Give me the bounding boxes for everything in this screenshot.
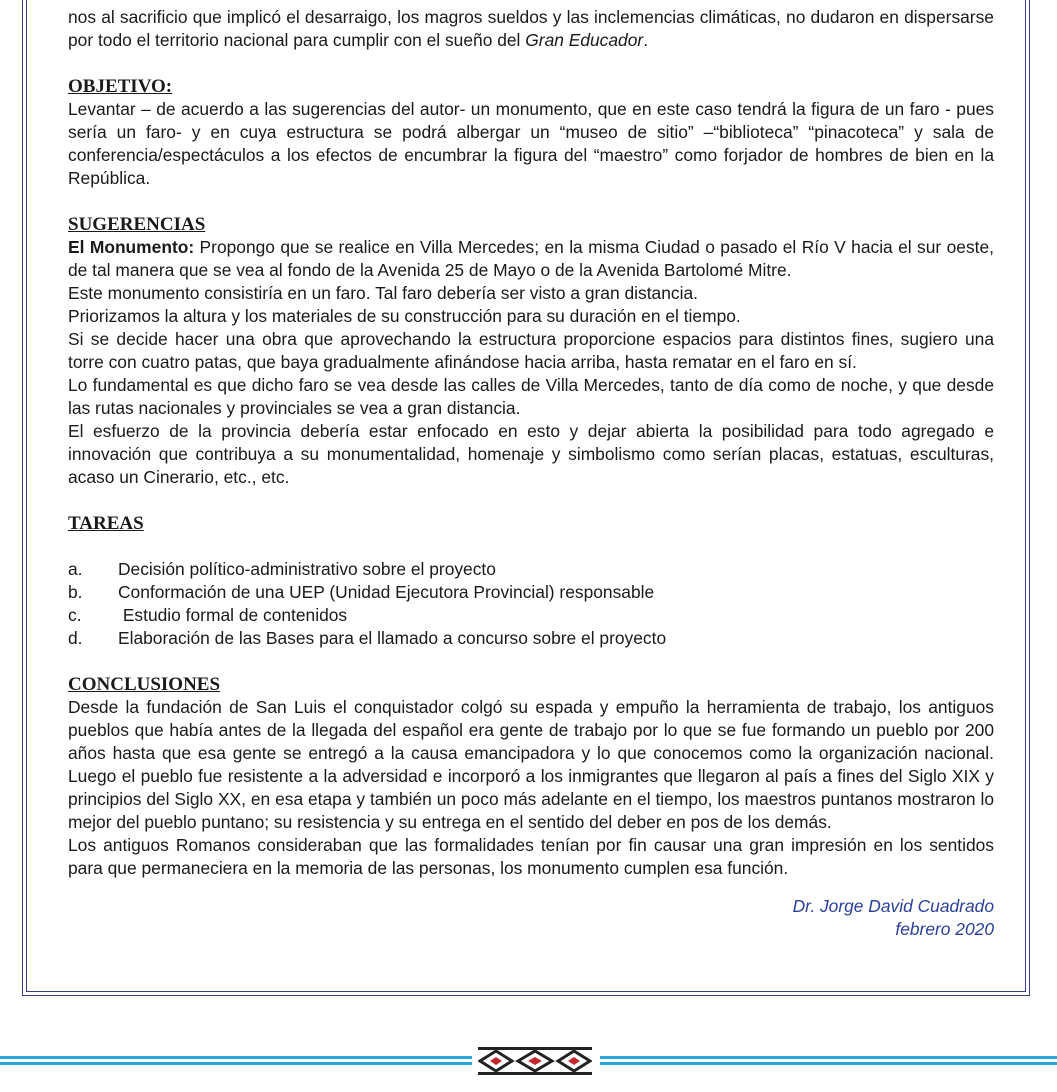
- spacer: [68, 190, 994, 213]
- footer-decoration: [0, 1044, 1057, 1080]
- sugerencias-p6: El esfuerzo de la provincia debería estar enfocado en esto y dejar abierta la posibilidad para todo agregado e innovación que contribuya a su monumentalidad, homenaje y simbolismo como serían placas, estatuas, esculturas, acaso un Cinerario, etc., etc.: [68, 421, 994, 487]
- signature-name: Dr. Jorge David Cuadrado: [792, 896, 994, 916]
- footer-stripe-right-bottom: [600, 1062, 1057, 1065]
- sugerencias-lead-bold: El Monumento:: [68, 237, 195, 257]
- list-item-text: Elaboración de las Bases para el llamado a concurso sobre el proyecto: [118, 628, 667, 648]
- signature-date: febrero 2020: [895, 919, 994, 939]
- sugerencias-p2: Este monumento consistiría en un faro. Tal faro debería ser visto a gran distancia.: [68, 283, 698, 303]
- intro-emphasis: Gran Educador: [525, 30, 644, 50]
- conclusiones-p1: Desde la fundación de San Luis el conquistador colgó su espada y empuño la herramienta de trabajo, los antiguos pueblos que había antes de la llegada del español era gente de trabajo por lo que se fue formando un pueblo por 200 años hasta que esa gente se entregó a la causa emancipadora y lo que conocemos como la organización nacional. Luego el pueblo fue resistente a la adversidad e incorporó a los inmigrantes que llegaron al país a fines del Siglo XIX y principios del Siglo XX, en esa etapa y también un poco más adelante en el tiempo, los maestros puntanos mostraron lo mejor del pueblo puntano; su resistencia y su entrega en el sentido del deber en pos de los demás.: [68, 697, 994, 832]
- footer-stripe-right-top: [600, 1056, 1057, 1059]
- list-item-text: Estudio formal de contenidos: [118, 605, 348, 625]
- spacer: [68, 880, 994, 895]
- aboriginal-geometric-ornament-icon: [478, 1046, 592, 1076]
- list-item-text: Conformación de una UEP (Unidad Ejecutora Provincial) responsable: [118, 582, 655, 602]
- footer-stripe-left-bottom: [0, 1062, 472, 1065]
- objetivo-text: Levantar – de acuerdo a las sugerencias del autor- un monumento, que en este caso tendrá la figura de un faro - pues sería un faro- y en cuya estructura se podrá albergar un “museo de sitio” –“biblioteca” “pinacoteca” y sala de conferencia/espectáculos a los efectos de encumbrar la figura del “maestro” como forjador de hombres de bien en la República.: [68, 99, 994, 188]
- intro-paragraph: [68, 6, 994, 52]
- list-marker: a.: [68, 559, 83, 579]
- sugerencias-p3: Priorizamos la altura y los materiales de su construcción para su duración en el tiempo.: [68, 306, 741, 326]
- intro-line-end: .: [643, 30, 649, 50]
- list-item: [68, 558, 994, 581]
- tareas-heading: TAREAS: [68, 513, 144, 534]
- article-body: [68, 6, 994, 941]
- list-marker: d.: [68, 628, 83, 648]
- ornament-diamond-core: [568, 1057, 580, 1065]
- list-item: [68, 627, 994, 650]
- spacer: [68, 535, 994, 558]
- sugerencias-lead: [68, 236, 994, 282]
- list-item-text: Decisión político-administrativo sobre el proyecto: [118, 559, 496, 579]
- intro-line-1: nos al sacrificio que implicó el desarraigo, los magros sueldos y las inclemencias climáticas, no dudaron en: [68, 7, 899, 27]
- conclusiones-p2: Los antiguos Romanos consideraban que las formalidades tenían por fin causar una gran impresión en los sentidos para que permaneciera en la memoria de las personas, los monumento cumplen esa función.: [68, 835, 994, 878]
- spacer: [68, 650, 994, 673]
- objetivo-heading: OBJETIVO:: [68, 76, 173, 97]
- tareas-list: [68, 558, 994, 650]
- list-marker: b.: [68, 582, 83, 602]
- sugerencias-lead-text: Propongo que se realice en Villa Mercedes; en la misma Ciudad o pasado el Río V hacia el sur oeste, de tal manera que se vea al fondo de la Avenida 25 de Mayo o de la Avenida Bartolomé Mitre.: [68, 237, 994, 280]
- intro-line-2: dispersarse por todo el territorio nacional para cumplir con el sueño del: [68, 7, 994, 50]
- list-item: [68, 604, 994, 627]
- conclusiones-heading: CONCLUSIONES: [68, 674, 221, 695]
- spacer: [68, 52, 994, 75]
- spacer: [68, 489, 994, 512]
- sugerencias-heading: SUGERENCIAS: [68, 214, 206, 235]
- ornament-diamond-core: [528, 1057, 542, 1065]
- ornament-diamond-core: [490, 1057, 502, 1065]
- list-marker: c.: [68, 605, 82, 625]
- footer-stripe-left-top: [0, 1056, 472, 1059]
- sugerencias-p4: Si se decide hacer una obra que aprovechando la estructura proporcione espacios para distintos fines, sugiero una torre con cuatro patas, que baya gradualmente afinándose hacia arriba, hasta rematar en el faro en sí.: [68, 329, 994, 372]
- sugerencias-p5: Lo fundamental es que dicho faro se vea desde las calles de Villa Mercedes, tanto de día como de noche, y que desde las rutas nacionales y provinciales se vea a gran distancia.: [68, 375, 994, 418]
- list-item: [68, 581, 994, 604]
